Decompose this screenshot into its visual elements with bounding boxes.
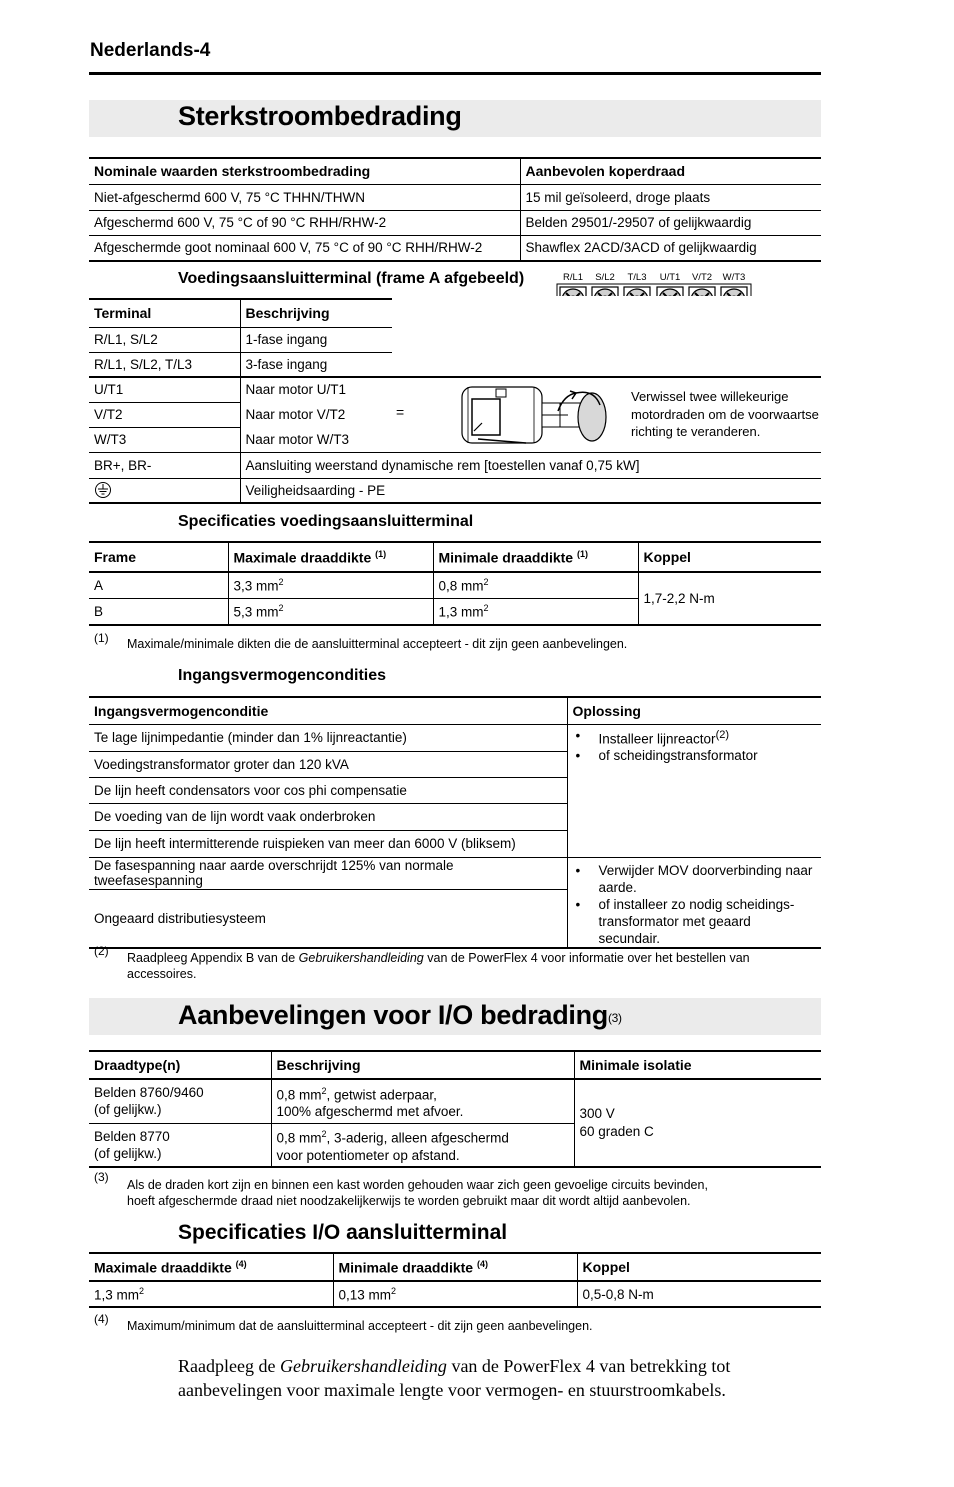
table-cell: 0,5-0,8 N-m xyxy=(577,1281,821,1307)
wiring-table xyxy=(89,157,821,262)
col-header: Koppel xyxy=(577,1253,821,1281)
io-spec-table xyxy=(89,1252,821,1308)
motor-note: Verwissel twee willekeurige motordraden om de voorwaartse richting te veranderen. xyxy=(631,389,819,439)
terminal-label: W/T3 xyxy=(722,272,746,283)
footnote-mark: (1) xyxy=(94,631,109,645)
col-header: Frame xyxy=(89,542,228,572)
table-cell: Veiligheidsaarding - PE xyxy=(240,478,821,503)
table-cell: 300 V 60 graden C xyxy=(574,1079,821,1167)
table-cell: B xyxy=(89,598,228,625)
table-cell: R/L1, S/L2, T/L3 xyxy=(89,352,240,377)
col-header: Beschrijving xyxy=(240,299,821,327)
table-cell: 0,8 $mm^2$, 3-aderig, alleen afgeschermd voor potentiometer op afstand. xyxy=(271,1123,574,1167)
list-item: • Verwijder MOV doorverbinding naar aarde. xyxy=(573,862,817,896)
table-cell: De voeding van de lijn wordt vaak onderbroken xyxy=(89,803,567,830)
table-cell: 1,7-2,2 N-m xyxy=(638,572,821,625)
footnote-text: Als de draden kort zijn en binnen een kast worden gehouden waar zich geen gevoelige circuits bevinden, hoeft afgeschermde draad niet noodzakelijkerwijs te worden gebruikt maar dit wordt altijd aanbevolen. xyxy=(127,1178,708,1208)
terminal-label: U/T1 xyxy=(659,272,681,283)
table-cell: De lijn heeft intermitterende ruispieken van meer dan 6000 V (bliksem) xyxy=(89,830,567,857)
col-header: Beschrijving xyxy=(271,1051,574,1079)
table-cell: 1-fase ingang xyxy=(240,327,821,352)
table-cell: Ongeaard distributiesysteem xyxy=(89,890,567,948)
ground-icon xyxy=(94,481,112,499)
io-table xyxy=(89,1050,821,1168)
table-cell: De fasespanning naar aarde overschrijdt 125% van normale tweefasespanning xyxy=(89,857,567,890)
table-cell: V/T2 xyxy=(89,402,240,427)
table-cell: R/L1, S/L2 xyxy=(89,327,240,352)
footnote-mark: (2) xyxy=(94,944,109,958)
table-cell: U/T1 xyxy=(89,377,240,402)
table-cell: 1,3 $mm^2$ xyxy=(433,598,638,625)
solution-cell xyxy=(567,724,821,857)
terminal-label: R/L1 xyxy=(562,272,584,283)
equals-sign: = xyxy=(396,404,405,420)
table-cell: Voedingstransformator groter dan 120 kVA xyxy=(89,751,567,777)
col-header: Nominale waarden sterkstroombedrading xyxy=(89,158,520,184)
table-cell: 0,8 $mm^2$, getwist aderpaar, 100% afgeschermd met afvoer. xyxy=(271,1079,574,1123)
list-item: • of scheidingstransformator xyxy=(573,747,817,764)
spec-heading: Specificaties voedingsaansluitterminal xyxy=(178,513,474,530)
table-cell: Afgeschermde goot nominaal 600 V, 75 °C of 90 °C RHH/RHW-2 xyxy=(89,235,520,261)
col-header: Minimale draaddikte $^{(4)}$ xyxy=(333,1253,577,1281)
footnote-mark: (3) xyxy=(94,1170,109,1184)
list-item: • of installeer zo nodig scheidings-transformator met geaard secundair. xyxy=(573,896,817,947)
header-rule xyxy=(89,72,821,75)
table-cell: 3,3 $mm^2$ xyxy=(228,572,433,598)
table-rule xyxy=(89,376,821,377)
table-cell: Aansluiting weerstand dynamische rem [toestellen vanaf 0,75 kW] xyxy=(240,452,821,478)
col-header: Minimale isolatie xyxy=(574,1051,821,1079)
spec-table xyxy=(89,541,821,626)
table-cell: A xyxy=(89,572,228,598)
list-item: • Installeer lijnreactor$^{(2)}$ xyxy=(573,727,817,748)
table-cell: 5,3 $mm^2$ xyxy=(228,598,433,625)
terminal-label: S/L2 xyxy=(595,272,615,283)
terminal-label: T/L3 xyxy=(627,272,647,283)
table-cell: De lijn heeft condensators voor cos phi compensatie xyxy=(89,777,567,803)
footnote-text: Maximum/minimum dat de aansluitterminal accepteert - dit zijn geen aanbevelingen. xyxy=(127,1319,593,1333)
table-cell: Afgeschermd 600 V, 75 °C of 90 °C RHH/RHW-2 xyxy=(89,210,520,235)
col-header: Oplossing xyxy=(567,697,821,724)
solution-cell xyxy=(567,857,821,948)
col-header: Aanbevolen koperdraad xyxy=(520,158,821,184)
input-heading: Ingangsvermogencondities xyxy=(178,667,387,684)
terminal-heading: Voedingsaansluitterminal (frame A afgebeeld) xyxy=(178,270,525,287)
table-cell: Naar motor V/T2 xyxy=(240,402,821,427)
table-gap xyxy=(392,296,822,376)
closing-paragraph: Raadpleeg de Gebruikershandleiding van de PowerFlex 4 van betrekking tot aanbevelingen voor maximale lengte voor vermogen- en stuurstroomkabels. xyxy=(178,1356,731,1400)
table-cell: Shawflex 2ACD/3ACD of gelijkwaardig xyxy=(520,235,821,261)
footnote-mark: (4) xyxy=(94,1312,109,1326)
col-header: Maximale draaddikte $^{(4)}$ xyxy=(89,1253,333,1281)
col-header: Maximale draaddikte $^{(1)}$ xyxy=(228,542,433,572)
footnote-text: Maximale/minimale dikten die de aansluitterminal accepteert - dit zijn geen aanbevelingen. xyxy=(127,637,628,651)
table-cell: 15 mil geïsoleerd, droge plaats xyxy=(520,184,821,210)
col-header: Koppel xyxy=(638,542,821,572)
table-cell: Belden 8760/9460 (of gelijkw.) xyxy=(89,1079,271,1123)
table-cell: Belden 29501/-29507 of gelijkwaardig xyxy=(520,210,821,235)
table-cell: Naar motor W/T3 xyxy=(240,427,821,452)
table-cell: BR+, BR- xyxy=(89,452,240,478)
table-cell xyxy=(89,478,240,503)
table-cell: Belden 8770 (of gelijkw.) xyxy=(89,1123,271,1167)
table-cell: Niet-afgeschermd 600 V, 75 °C THHN/THWN xyxy=(89,184,520,210)
footnote-text: Raadpleeg Appendix B van de Gebruikershandleiding van de PowerFlex 4 voor informatie over het bestellen van accessoires. xyxy=(127,951,750,981)
table-cell: 1,3 $mm^2$ xyxy=(89,1281,333,1307)
col-header: Draadtype(n) xyxy=(89,1051,271,1079)
input-table xyxy=(89,696,821,949)
table-cell: Te lage lijnimpedantie (minder dan 1% lijnreactantie) xyxy=(89,724,567,751)
terminal-label: V/T2 xyxy=(691,272,713,283)
table-cell: Naar motor U/T1 xyxy=(240,377,821,402)
table-cell: 3-fase ingang xyxy=(240,352,821,377)
section-title: Aanbevelingen voor I/O bedrading$^{(3)}$ xyxy=(178,1000,622,1030)
section-title: Sterkstroombedrading xyxy=(178,101,462,131)
table-cell: W/T3 xyxy=(89,427,240,452)
table-cell: 0,8 $mm^2$ xyxy=(433,572,638,598)
col-header: Ingangsvermogenconditie xyxy=(89,697,567,724)
motor-diagram xyxy=(458,381,614,449)
col-header: Minimale draaddikte $^{(1)}$ xyxy=(433,542,638,572)
table-cell: 0,13 $mm^2$ xyxy=(333,1281,577,1307)
io-spec-heading: Specificaties I/O aansluitterminal xyxy=(178,1221,508,1244)
page-header: Nederlands-4 xyxy=(90,40,211,61)
col-header: Terminal xyxy=(89,299,240,327)
